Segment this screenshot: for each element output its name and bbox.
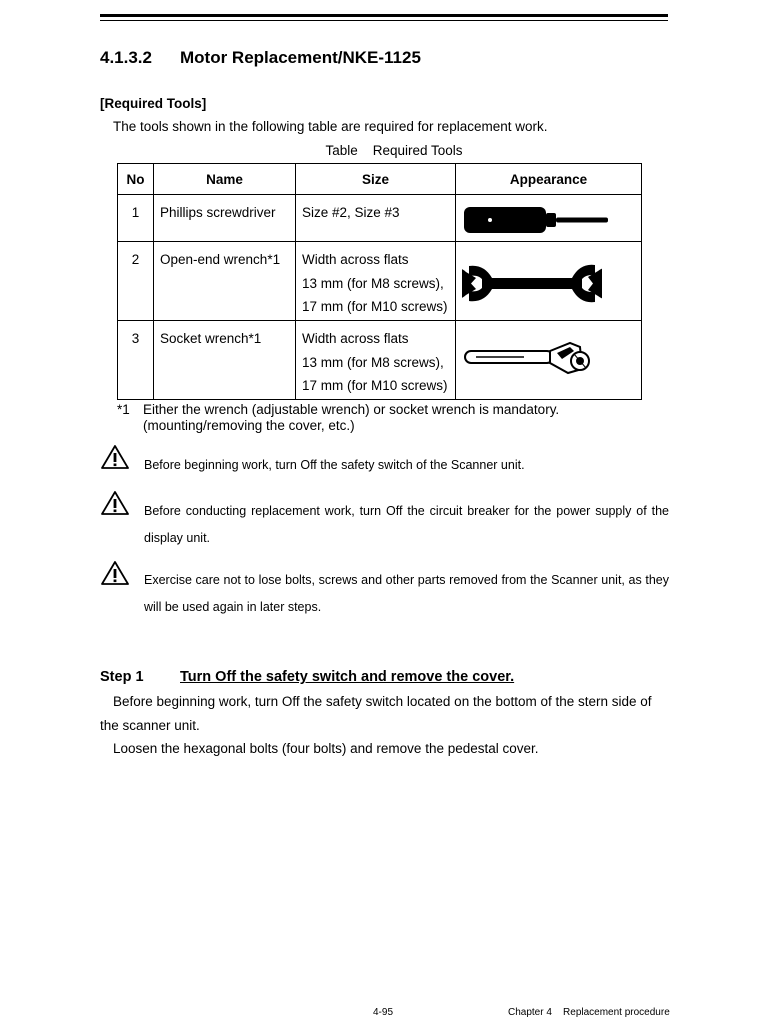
warning-text: Before beginning work, turn Off the safety switch of the Scanner unit. [144, 458, 525, 472]
row-no: 2 [131, 252, 140, 267]
table-row [118, 321, 642, 400]
row-name: Open-end wrench*1 [160, 252, 281, 267]
row-name: Socket wrench*1 [160, 331, 262, 346]
chapter-label: Chapter 4 Replacement procedure [508, 1007, 670, 1018]
header-rule-thin [100, 20, 668, 21]
header-rule [100, 14, 668, 17]
header-no: No [118, 164, 154, 195]
step-title [100, 669, 514, 685]
footnote-mark: *1 [117, 402, 130, 417]
row-size-line: Width across flats [302, 252, 409, 267]
section-number: 4.1.3.2 [100, 48, 152, 67]
section-heading: Motor Replacement/NKE-1125 [180, 48, 421, 67]
table-header-row [118, 164, 642, 195]
section-title [100, 48, 421, 68]
required-tools-heading: [Required Tools] [100, 96, 207, 111]
row-size-line: 13 mm (for M8 screws), [302, 354, 444, 370]
row-size-line: 17 mm (for M10 screws) [302, 299, 448, 314]
row-size-line: 17 mm (for M10 screws) [302, 378, 448, 393]
row-size-line: 13 mm (for M8 screws), [302, 275, 444, 291]
warning-text: Before conducting replacement work, turn Off the circuit breaker for the power supply of the display unit. [144, 504, 669, 545]
warning-triangle-icon [100, 444, 130, 470]
footnote [117, 402, 677, 434]
footnote-text: Either the wrench (adjustable wrench) or socket wrench is mandatory. (mounting/removing the cover, etc.) [143, 402, 560, 433]
warning-triangle-icon [100, 490, 130, 516]
warning-text: Exercise care not to lose bolts, screws and other parts removed from the Scanner unit, as they will be used again in later steps. [144, 573, 669, 614]
socket-wrench-icon [462, 339, 597, 379]
step-heading: Turn Off the safety switch and remove the cover. [180, 669, 515, 685]
row-name: Phillips screwdriver [160, 205, 276, 220]
row-size-line: Size #2, Size #3 [302, 205, 400, 220]
step-body [100, 690, 670, 761]
step-paragraph: Before beginning work, turn Off the safety switch located on the bottom of the stern side of the scanner unit. [100, 694, 652, 733]
row-size-line: Width across flats [302, 331, 409, 346]
open-end-wrench-icon [462, 258, 602, 308]
step-paragraph: Loosen the hexagonal bolts (four bolts) and remove the pedestal cover. [113, 741, 539, 756]
row-no: 1 [131, 205, 140, 220]
table-row [118, 195, 642, 242]
row-no: 3 [131, 331, 140, 346]
table-row [118, 242, 642, 321]
header-size: Size [296, 164, 456, 195]
header-appearance: Appearance [456, 164, 642, 195]
warning-triangle-icon [100, 560, 130, 586]
page-number: 4-95 [373, 1007, 394, 1018]
required-tools-intro: The tools shown in the following table are required for replacement work. [113, 119, 548, 134]
table-caption: Table Required Tools [325, 143, 463, 158]
required-tools-table [117, 163, 642, 400]
header-name: Name [154, 164, 296, 195]
step-number: Step 1 [100, 669, 144, 685]
screwdriver-icon [462, 203, 612, 237]
